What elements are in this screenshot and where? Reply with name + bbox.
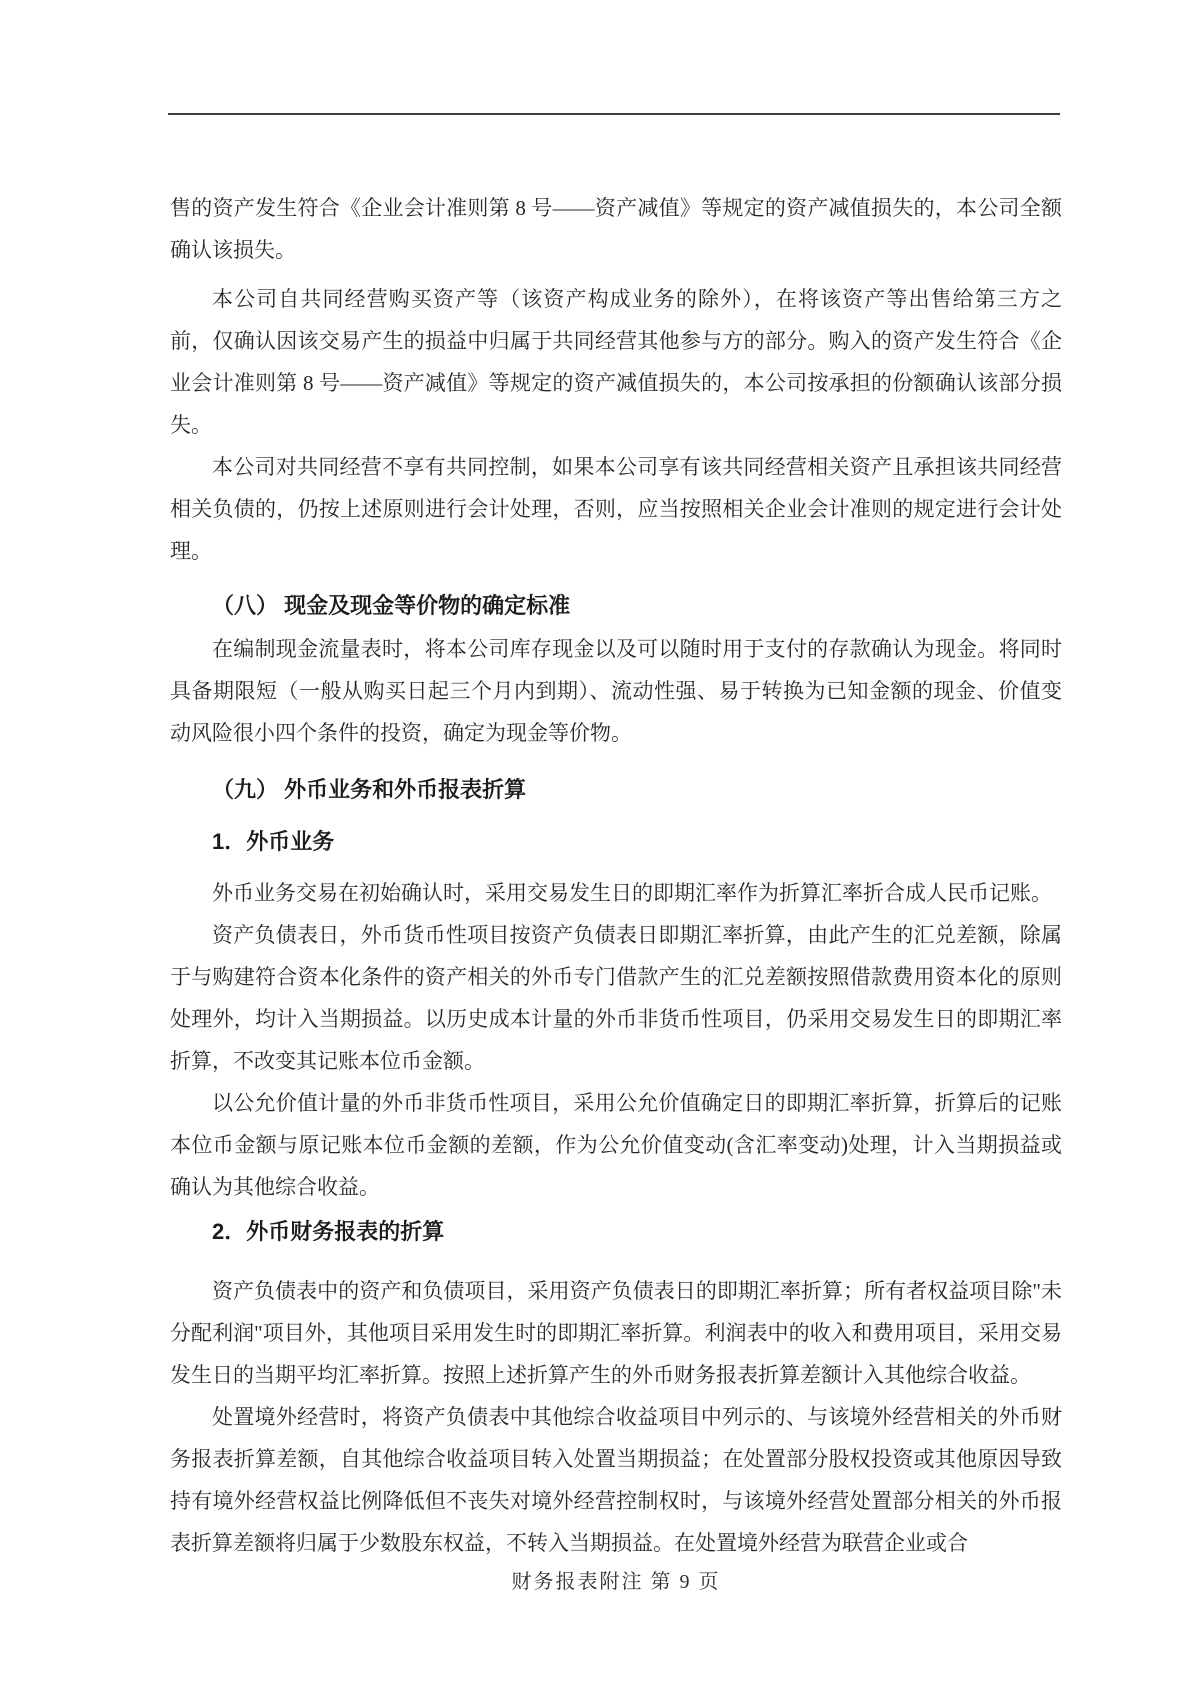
para-fx-monetary-items: 资产负债表日，外币货币性项目按资产负债表日即期汇率折算，由此产生的汇兑差额，除属于与购建符合资本化条件的资产相关的外币专门借款产生的汇兑差额按照借款费用资本化的原则处理外，均计入当期损益。以历史成本计量的外币非货币性项目，仍采用交易发生日的即期汇率折算，不改变其记账本位币金额。 [170,923,1062,1073]
heading-fx-statement-translation: 2．外币财务报表的折算 [212,1219,445,1244]
heading-section-9-foreign-currency: （九） 外币业务和外币报表折算 [212,777,527,802]
para-fx-initial-recognition: 外币业务交易在初始确认时，采用交易发生日的即期汇率作为折算汇率折合成人民币记账。 [212,881,1052,905]
para-impairment-loss-continued: 售的资产发生符合《企业会计准则第 8 号——资产减值》等规定的资产减值损失的，本公司全额确认该损失。 [170,196,1062,262]
heading-foreign-currency-business: 1．外币业务 [212,829,335,854]
heading-section-8-cash-equivalents: （八） 现金及现金等价物的确定标准 [212,593,571,618]
para-fx-fair-value-items: 以公允价值计量的外币非货币性项目，采用公允价值确定日的即期汇率折算，折算后的记账本位币金额与原记账本位币金额的差额，作为公允价值变动(含汇率变动)处理，计入当期损益或确认为其他综合收益。 [170,1091,1062,1199]
para-disposal-foreign-operation: 处置境外经营时，将资产负债表中其他综合收益项目中列示的、与该境外经营相关的外币财务报表折算差额，自其他综合收益项目转入处置当期损益；在处置部分股权投资或其他原因导致持有境外经营权益比例降低但不丧失对境外经营控制权时，与该境外经营处置部分相关的外币报表折算差额将归属于少数股东权益，不转入当期损益。在处置境外经营为联营企业或合 [170,1405,1062,1555]
page-footer: 财务报表附注 第 9 页 [511,1571,721,1593]
para-cash-equivalents-criteria: 在编制现金流量表时，将本公司库存现金以及可以随时用于支付的存款确认为现金。将同时具备期限短（一般从购买日起三个月内到期）、流动性强、易于转换为已知金额的现金、价值变动风险很小四个条件的投资，确定为现金等价物。 [170,637,1062,745]
para-no-joint-control: 本公司对共同经营不享有共同控制，如果本公司享有该共同经营相关资产且承担该共同经营相关负债的，仍按上述原则进行会计处理，否则，应当按照相关企业会计准则的规定进行会计处理。 [170,455,1062,563]
document-body [170,0,1062,1564]
para-joint-operation-purchase: 本公司自共同经营购买资产等（该资产构成业务的除外），在将该资产等出售给第三方之前，仅确认因该交易产生的损益中归属于共同经营其他参与方的部分。购入的资产发生符合《企业会计准则第 8 号——资产减值》等规定的资产减值损失的，本公司按承担的份额确认该部分损失。 [170,287,1062,437]
para-fx-translation-method: 资产负债表中的资产和负债项目，采用资产负债表日的即期汇率折算；所有者权益项目除"未分配利润"项目外，其他项目采用发生时的即期汇率折算。利润表中的收入和费用项目，采用交易发生日的当期平均汇率折算。按照上述折算产生的外币财务报表折算差额计入其他综合收益。 [170,1279,1062,1387]
